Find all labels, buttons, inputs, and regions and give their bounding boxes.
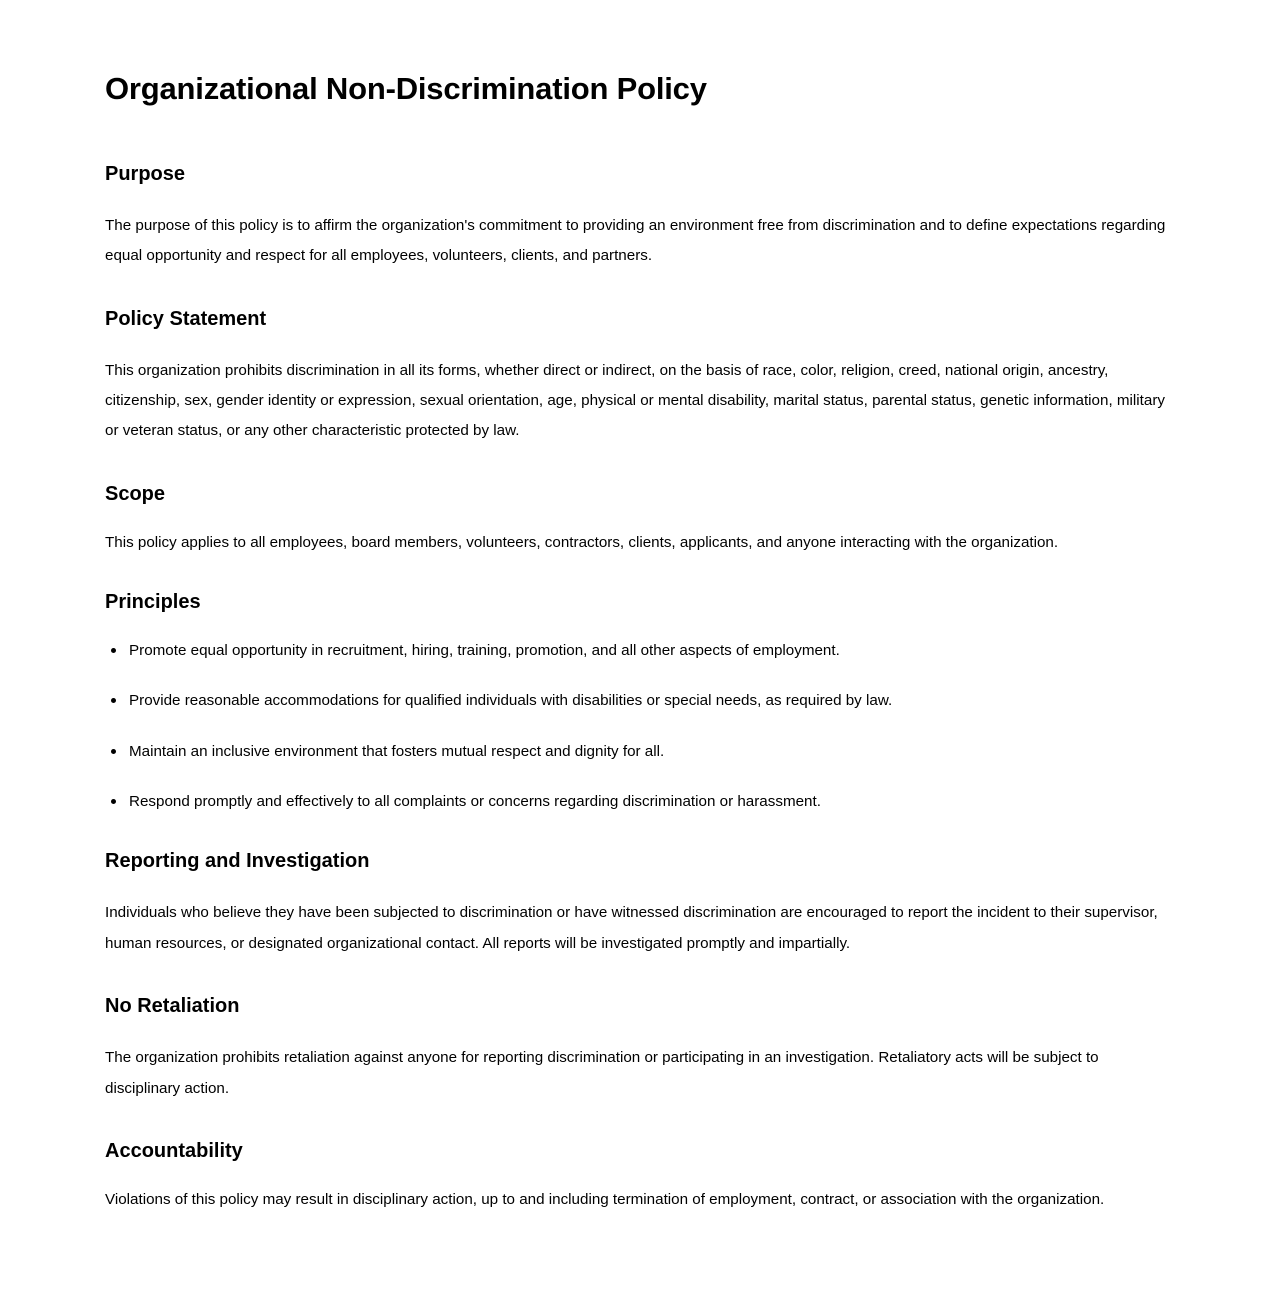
list-item-text: Respond promptly and effectively to all complaints or concerns regarding discrimination or harassment. — [129, 793, 821, 811]
list-item — [105, 740, 1173, 764]
bullet-dot-icon — [111, 749, 116, 754]
section-heading-no-retaliation: No Retaliation — [105, 995, 240, 1018]
section-principles — [105, 589, 1173, 814]
section-accountability — [105, 1138, 1173, 1212]
section-heading-reporting-and-investigation: Reporting and Investigation — [105, 850, 370, 873]
list-item — [105, 639, 1173, 663]
section-scope — [105, 481, 1173, 555]
section-heading-principles: Principles — [105, 591, 201, 614]
page-title: Organizational Non-Discrimination Policy — [105, 71, 707, 106]
section-body-reporting-and-investigation: Individuals who believe they have been subjected to discrimination or have witnessed discrimination are encouraged to report the incident to their supervisor, human resources, or designated organizational contact. All reports will be investigated promptly and impartially. — [105, 904, 1158, 952]
section-body-purpose: The purpose of this policy is to affirm the organization's commitment to providing an environment free from discrimination and to define expectations regarding equal opportunity and respect for all employees, volunteers, clients, and partners. — [105, 216, 1166, 265]
list-item — [105, 790, 1173, 814]
section-purpose — [105, 161, 1173, 272]
bullet-dot-icon — [111, 648, 116, 653]
bullet-dot-icon — [111, 698, 116, 703]
section-heading-scope: Scope — [105, 482, 166, 505]
section-heading-purpose: Purpose — [105, 162, 186, 185]
section-body-no-retaliation: The organization prohibits retaliation against anyone for reporting discrimination or participating in an investigation. Retaliatory acts will be subject to disciplinary action. — [105, 1049, 1099, 1097]
list-item-text: Promote equal opportunity in recruitment, hiring, training, promotion, and all other aspects of employment. — [129, 642, 840, 660]
section-no-retaliation — [105, 993, 1173, 1104]
section-reporting-and-investigation — [105, 848, 1173, 959]
section-policy-statement — [105, 306, 1173, 447]
section-body-scope: This policy applies to all employees, board members, volunteers, contractors, clients, applicants, and anyone interacting with the organization. — [105, 533, 1059, 551]
section-body-accountability: Violations of this policy may result in disciplinary action, up to and including termination of employment, contract, or association with the organization. — [105, 1190, 1105, 1208]
section-body-policy-statement: This organization prohibits discrimination in all its forms, whether direct or indirect, on the basis of race, color, religion, creed, national origin, ancestry, citizenship, sex, gender identity or expression, sexual orientation, age, physical or mental disability, marital status, parental status, genetic information, military or veteran status, or any other characteristic protected by law. — [105, 361, 1165, 440]
section-heading-accountability: Accountability — [105, 1139, 243, 1162]
principles-list — [105, 639, 1173, 814]
bullet-dot-icon — [111, 799, 116, 804]
list-item-text: Maintain an inclusive environment that fosters mutual respect and dignity for all. — [129, 742, 665, 760]
list-item-text: Provide reasonable accommodations for qualified individuals with disabilities or special needs, as required by law. — [129, 692, 893, 710]
list-item — [105, 689, 1173, 713]
section-heading-policy-statement: Policy Statement — [105, 307, 267, 330]
